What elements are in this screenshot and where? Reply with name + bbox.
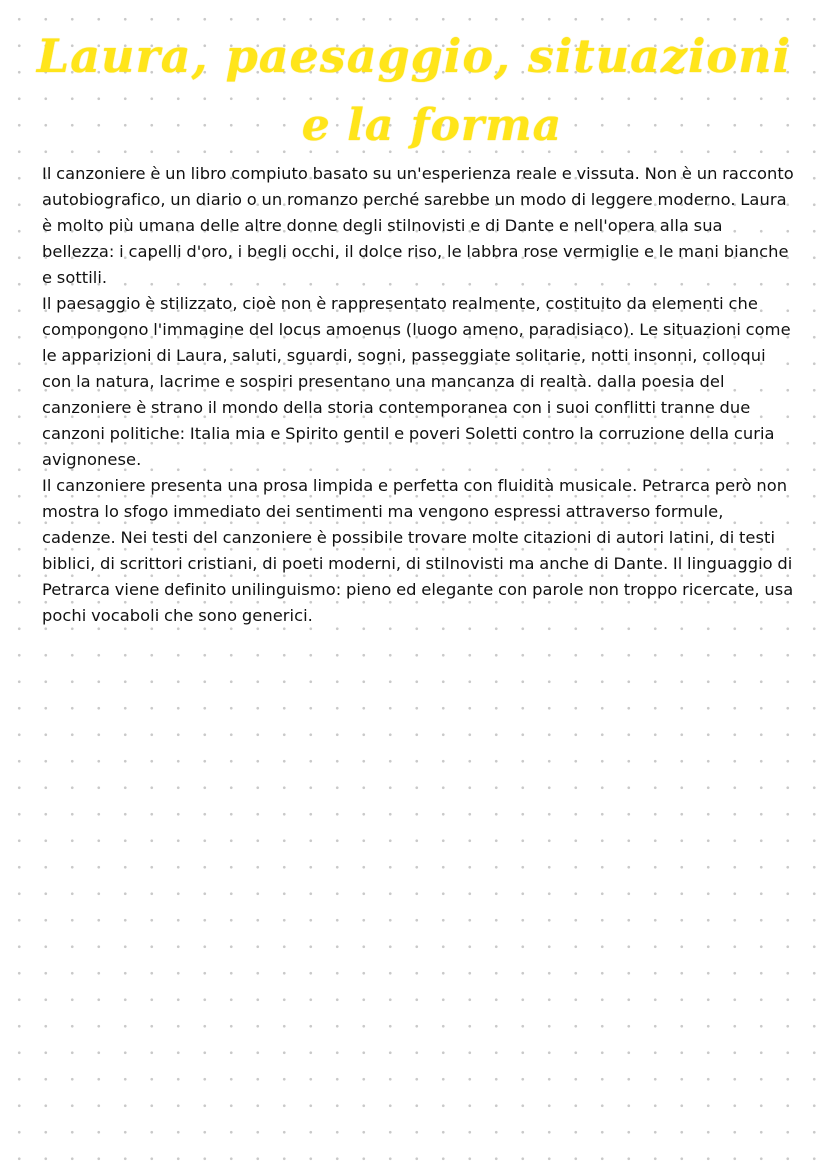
- paragraph-laura: Il canzoniere è un libro compiuto basato su un'esperienza reale e vissuta. Non è un racconto autobiografico, un diario o un romanzo perché sarebbe un modo di leggere moderno. Laura è molto più umana delle altre donne degli stilnovisti e di Dante e nell'opera alla sua bellezza: i capelli d'oro, i begli occhi, il dolce riso, le labbra rose vermiglie e le mani bianche e sottili.: [42, 164, 794, 287]
- title-line-1: Laura, paesaggio, situazioni: [36, 29, 792, 83]
- paragraph-forma: Il canzoniere presenta una prosa limpida e perfetta con fluidità musicale. Petrarca però non mostra lo sfogo immediato dei sentimenti ma vengono espressi attraverso formule, cadenze. Nei testi del canzoniere è possibile trovare molte citazioni di autori latini, di testi biblici, di scrittori cristiani, di poeti moderni, di stilnovisti ma anche di Dante. Il linguaggio di Petrarca viene definito unilinguismo: pieno ed elegante con parole non troppo ricercate, usa pochi vocaboli che sono generici.: [42, 476, 794, 625]
- title-line-2: e la forma: [301, 100, 563, 151]
- paragraph-paesaggio-situazioni: Il paesaggio è stilizzato, cioè non è rappresentato realmente, costituito da elementi che compongono l'immagine del locus amoenus (luogo ameno, paradisiaco). Le situazioni come le apparizioni di Laura, saluti, sguardi, sogni, passeggiate solitarie, notti insonni, colloqui con la natura, lacrime e sospiri presentano una mancanza di realtà. dalla poesia del canzoniere è strano il mondo della storia contemporanea con i suoi conflitti tranne due canzoni politiche: Italia mia e Spirito gentil e poveri Soletti contro la corruzione della curia avignonese.: [42, 294, 791, 469]
- body-text: [42, 161, 796, 629]
